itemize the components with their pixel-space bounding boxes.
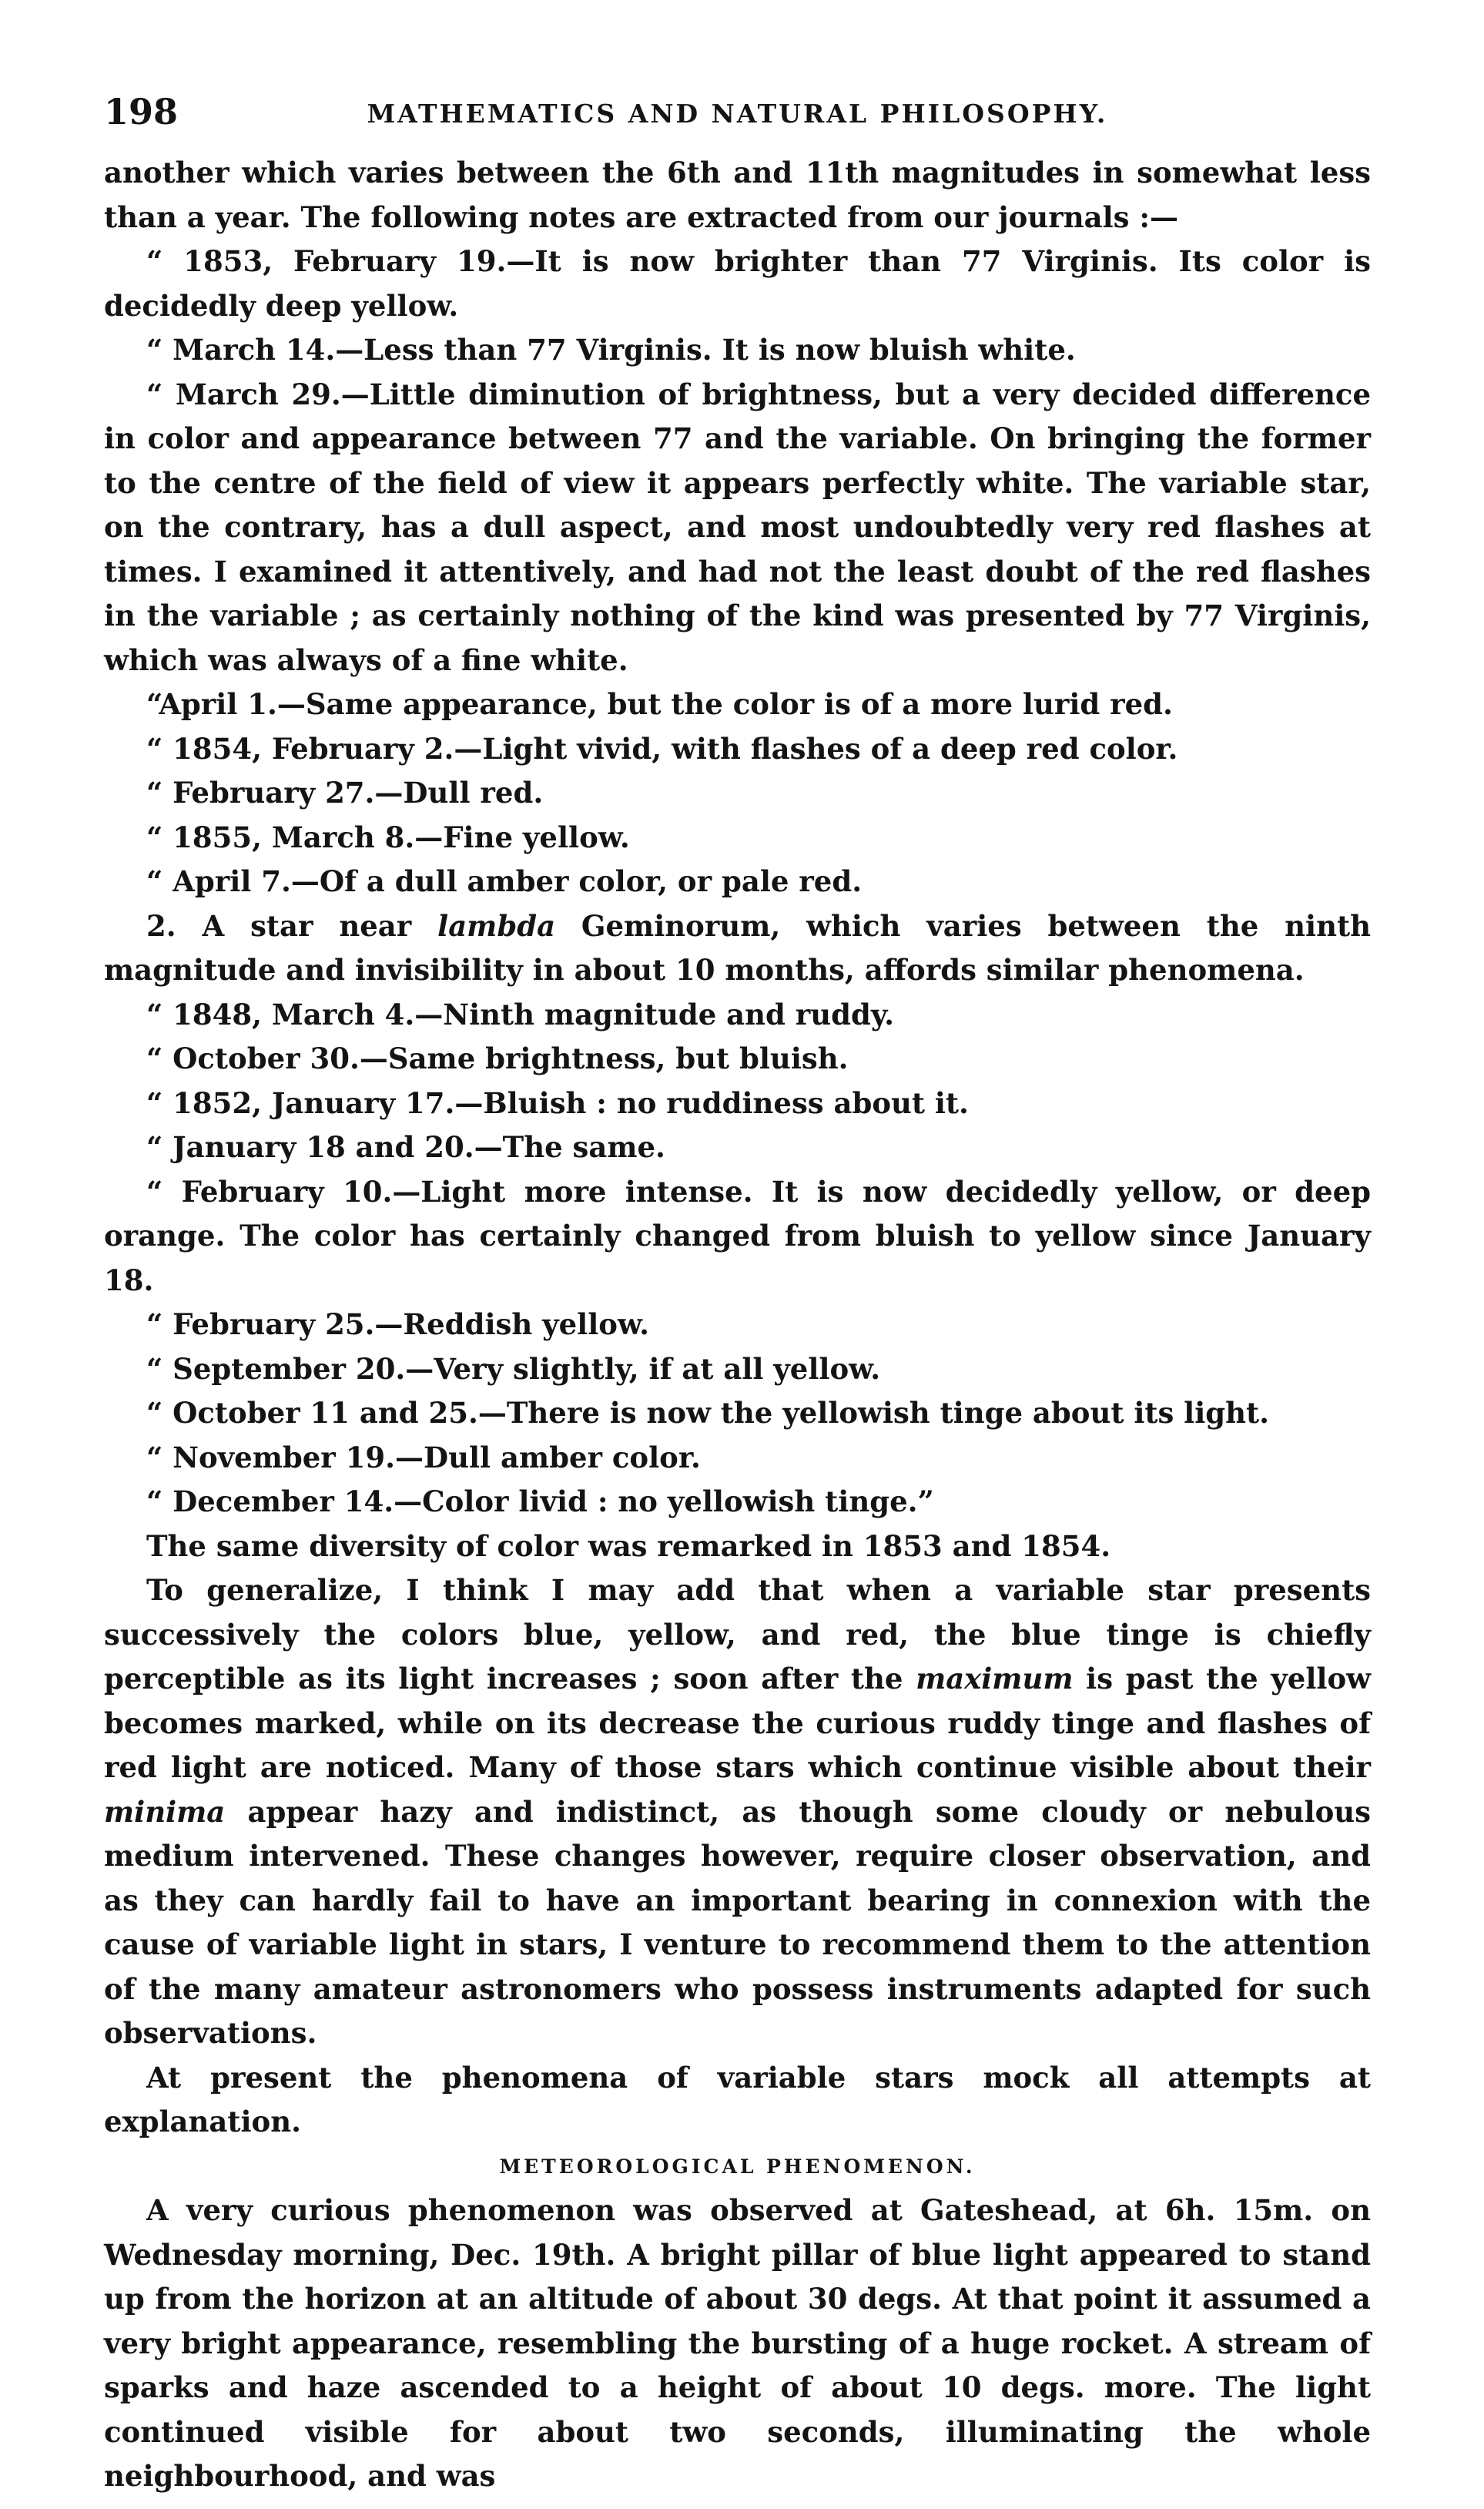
book-page	[104, 91, 1371, 2499]
running-title: MATHEMATICS AND NATURAL PHILOSOPHY.	[367, 99, 1108, 129]
journal-entry: “ 1848, March 4.—Ninth magnitude and ruddy.	[146, 997, 895, 1031]
italic-term: minima	[104, 1794, 226, 1829]
paragraph: At present the phenomena of variable stars mock all attempts at explanation.	[104, 2060, 1371, 2138]
journal-entry: “ February 10.—Light more intense. It is now decidedly yellow, or deep orange. The color has certainly changed from bluish to yellow since January 18.	[104, 1174, 1371, 1297]
journal-entry: “ October 11 and 25.—There is now the yellowish tinge about its light.	[146, 1396, 1270, 1430]
text-run: is past the yellow becomes marked, while on its decrease the curious ruddy tinge and flashes of red light are noticed. Many of those stars which continue visible about their	[104, 1662, 1371, 1784]
paragraph: A very curious phenomenon was observed at Gateshead, at 6h. 15m. on Wednesday morning, Dec. 19th. A bright pillar of blue light appeared to stand up from the horizon at an altitude of about 30 degs. At that point it assumed a very bright appearance, resembling the bursting of a huge rocket. A stream of sparks and haze ascended to a height of about 10 degs. more. The light continued visible for about two seconds, illuminating the whole neighbourhood, and was	[104, 2193, 1371, 2493]
text-run: appear hazy and indistinct, as though some cloudy or nebulous medium intervened. These changes however, require closer observation, and as they can hardly fail to have an important bearing in connexion with the cause of variable light in stars, I venture to recommend them to the attention of the many amateur astronomers who possess instruments adapted for such observations.	[104, 1794, 1371, 2050]
page-header	[104, 91, 1371, 151]
paragraph	[104, 1568, 1371, 2056]
page-number: 198	[104, 91, 179, 132]
journal-entry: “ 1854, February 2.—Light vivid, with flashes of a deep red color.	[146, 731, 1178, 766]
journal-entry: “ 1853, February 19.—It is now brighter than 77 Virginis. Its color is decidedly deep yellow.	[104, 244, 1371, 323]
journal-entry: “ January 18 and 20.—The same.	[146, 1130, 665, 1164]
text-run: Geminorum, which varies between the ninth magnitude and invisibility in about 10 months, affords similar phenomena.	[104, 908, 1371, 987]
journal-entry: “ February 27.—Dull red.	[146, 776, 544, 810]
journal-entry: “ April 7.—Of a dull amber color, or pale red.	[146, 864, 863, 898]
italic-term: maximum	[916, 1662, 1074, 1696]
journal-entry: “ March 14.—Less than 77 Virginis. It is now bluish white.	[146, 333, 1076, 367]
paragraph: The same diversity of color was remarked in 1853 and 1854.	[146, 1528, 1111, 1563]
journal-entry: “ November 19.—Dull amber color.	[146, 1440, 701, 1474]
journal-entry: “ September 20.—Very slightly, if at all yellow.	[146, 1351, 881, 1386]
text-run: To generalize, I think I may add that when a variable star presents successively the colors blue, yellow, and red, the blue tinge is chiefly perceptible as its light increases ; soon after the	[104, 1573, 1371, 1696]
journal-entry: “April 1.—Same appearance, but the color is of a more lurid red.	[146, 687, 1173, 721]
italic-term: lambda	[437, 908, 556, 943]
journal-entry: “ 1855, March 8.—Fine yellow.	[146, 820, 630, 854]
page-body	[104, 151, 1371, 2499]
journal-entry: “ March 29.—Little diminution of brightness, but a very decided difference in color and appearance between 77 and the variable. On bringing the former to the centre of the field of view it appears perfectly white. The variable star, on the contrary, has a dull aspect, and most undoubtedly very red flashes at times. I examined it attentively, and had not the least doubt of the red flashes in the variable ; as certainly nothing of the kind was presented by 77 Virginis, which was always of a fine white.	[104, 377, 1371, 677]
paragraph	[104, 904, 1371, 993]
journal-entry: “ 1852, January 17.—Bluish : no ruddiness about it.	[146, 1085, 969, 1120]
text-run: 2. A star near	[146, 908, 438, 943]
paragraph: another which varies between the 6th and 11th magnitudes in somewhat less than a year. The following notes are extracted from our journals :—	[104, 156, 1371, 234]
journal-entry: “ December 14.—Color livid : no yellowish tinge.”	[146, 1484, 934, 1518]
section-heading: METEOROLOGICAL PHENOMENON.	[499, 2155, 976, 2178]
journal-entry: “ October 30.—Same brightness, but bluish.	[146, 1042, 849, 1075]
journal-entry: “ February 25.—Reddish yellow.	[146, 1307, 649, 1341]
